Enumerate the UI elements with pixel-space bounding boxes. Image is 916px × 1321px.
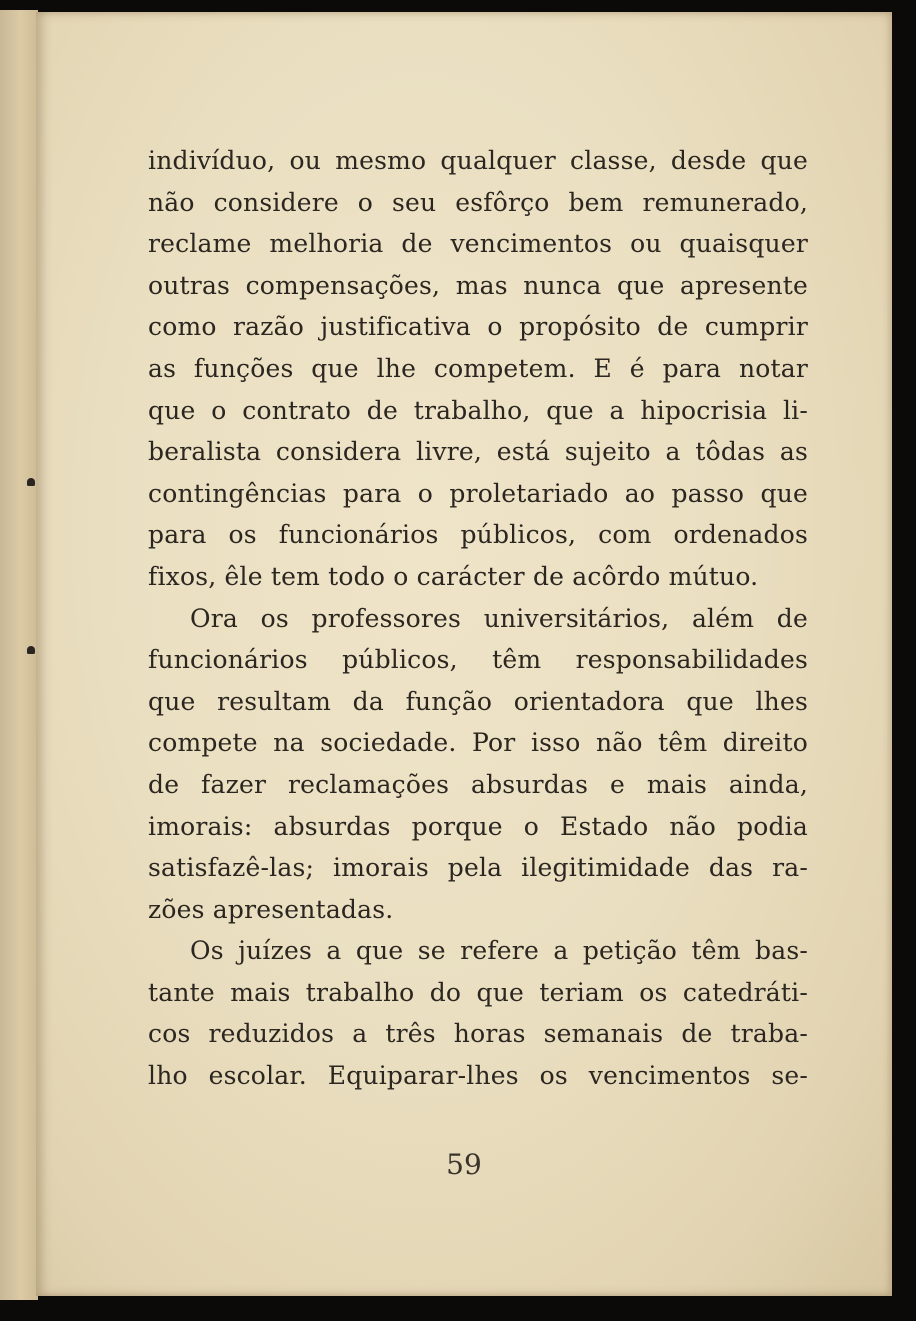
text-line: zões apresentadas. (148, 894, 394, 924)
text-line: Os juízes a que se refere a petição têm bas- (190, 936, 808, 966)
text-line: que resultam da função orientadora que lhes (148, 686, 808, 716)
book-page (36, 12, 892, 1296)
text-line: como razão justificativa o propósito de cumprir (148, 312, 808, 342)
text-line: para os funcionários públicos, com ordenados (148, 520, 808, 550)
text-line: Ora os professores universitários, além de (190, 603, 808, 633)
text-line: funcionários públicos, têm responsabilidades (148, 645, 808, 675)
text-line: fixos, êle tem todo o carácter de acôrdo mútuo. (148, 561, 759, 591)
text-line: as funções que lhe competem. E é para notar (148, 353, 808, 383)
text-line: tante mais trabalho do que teriam os catedráti- (148, 977, 808, 1007)
text-line: satisfazê-las; imorais pela ilegitimidade das ra- (148, 853, 808, 883)
margin-mark (27, 646, 35, 654)
text-line: não considere o seu esfôrço bem remunerado, (148, 187, 808, 217)
text-line: beralista considera livre, está sujeito a tôdas as (148, 437, 808, 467)
text-line: imorais: absurdas porque o Estado não podia (148, 811, 808, 841)
text-line: de fazer reclamações absurdas e mais ainda, (148, 769, 808, 799)
text-line: compete na sociedade. Por isso não têm direito (148, 728, 808, 758)
text-line: que o contrato de trabalho, que a hipocrisia li- (148, 395, 808, 425)
text-line: contingências para o proletariado ao passo que (148, 478, 808, 508)
text-line: reclame melhoria de vencimentos ou quaisquer (148, 229, 808, 259)
text-line: outras compensações, mas nunca que apresente (148, 270, 808, 300)
page-number: 59 (446, 1148, 482, 1181)
text-line: lho escolar. Equiparar-lhes os vencimentos se- (148, 1061, 808, 1091)
left-page-edge (0, 10, 38, 1300)
text-line: cos reduzidos a três horas semanais de traba- (148, 1019, 808, 1049)
margin-mark (27, 478, 35, 486)
text-line: indivíduo, ou mesmo qualquer classe, desde que (148, 146, 808, 175)
body-text (148, 140, 808, 1097)
